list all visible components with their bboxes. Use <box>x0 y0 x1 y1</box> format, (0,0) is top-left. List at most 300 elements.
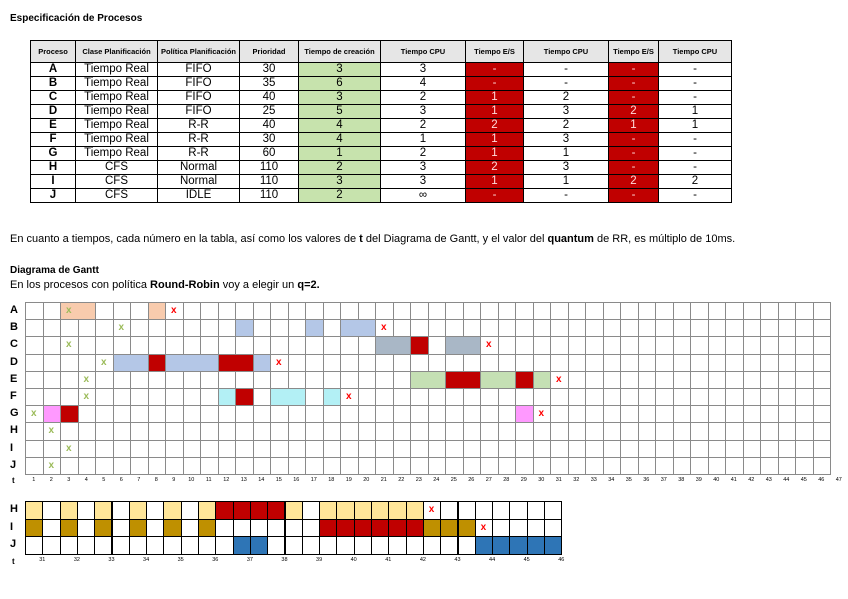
spec-row <box>31 133 732 147</box>
gantt-cell <box>568 302 587 320</box>
time-tick: 4 <box>84 477 88 483</box>
gantt-cell <box>130 371 149 389</box>
cfs-cell <box>406 501 424 520</box>
gantt-cell <box>25 354 44 372</box>
gantt-cell <box>428 440 447 458</box>
cfs-cell <box>492 501 510 520</box>
gantt-cell <box>463 422 482 440</box>
gantt-cell <box>358 336 377 354</box>
gantt-cell <box>445 388 464 406</box>
cfs-cell <box>77 501 95 520</box>
time-tick: 24 <box>433 477 440 483</box>
gantt-cell <box>43 354 62 372</box>
gantt-cell <box>393 319 412 337</box>
spec-row <box>31 105 732 119</box>
spec-cell: 1 <box>466 133 524 147</box>
time-tick: 21 <box>380 477 387 483</box>
cfs-cell <box>285 519 303 538</box>
gantt-cell <box>375 440 394 458</box>
gantt-block <box>60 405 79 423</box>
gantt-cell <box>183 319 202 337</box>
spec-cell: B <box>31 77 76 91</box>
page-title: Especificación de Procesos <box>10 13 143 24</box>
gantt-cell <box>305 336 324 354</box>
gantt-cell <box>218 336 237 354</box>
gantt-cell <box>165 319 184 337</box>
spec-cell: 1 <box>659 119 732 133</box>
cfs-time-tick: 33 <box>108 556 115 563</box>
gantt-cell <box>43 371 62 389</box>
gantt-cell <box>218 440 237 458</box>
gantt-cell <box>725 354 744 372</box>
cfs-cell <box>458 536 476 555</box>
cfs-cell <box>492 519 510 538</box>
spec-cell: 3 <box>381 175 466 189</box>
gantt-cell <box>498 440 517 458</box>
time-tick: 46 <box>818 477 825 483</box>
cfs-cell <box>336 519 354 538</box>
gantt-cell <box>708 388 727 406</box>
cfs-cell <box>129 536 147 555</box>
spec-cell: 1 <box>609 119 659 133</box>
spec-cell: - <box>609 189 659 203</box>
cfs-cell <box>319 501 337 520</box>
gantt-cell <box>463 457 482 475</box>
spec-cell: 3 <box>381 161 466 175</box>
cfs-cell <box>544 536 562 555</box>
gantt-cell <box>25 302 44 320</box>
gantt-mark: x <box>65 305 72 316</box>
spec-cell: 2 <box>299 161 381 175</box>
gantt-cell <box>533 388 552 406</box>
cfs-cell <box>302 501 320 520</box>
cfs-cell <box>319 536 337 555</box>
gantt-cell <box>270 336 289 354</box>
cfs-cell <box>475 536 493 555</box>
gantt-cell <box>690 371 709 389</box>
spec-cell: 30 <box>240 133 299 147</box>
time-tick: 16 <box>293 477 300 483</box>
gantt-cell <box>375 457 394 475</box>
spec-cell: - <box>659 133 732 147</box>
spec-cell: FIFO <box>158 91 240 105</box>
cfs-cell <box>423 536 441 555</box>
gantt-cell <box>568 422 587 440</box>
time-tick: 18 <box>328 477 335 483</box>
cfs-mark: x <box>480 521 487 533</box>
gantt-block <box>533 371 552 389</box>
cfs-cell <box>371 519 389 538</box>
gantt-cell <box>183 457 202 475</box>
cfs-time-tick: 38 <box>281 556 288 563</box>
gantt-cell <box>813 319 832 337</box>
gantt-cell <box>760 336 779 354</box>
gantt-cell <box>568 440 587 458</box>
time-tick: 7 <box>137 477 141 483</box>
cfs-time-tick: 42 <box>419 556 426 563</box>
gantt-cell <box>620 319 639 337</box>
gantt-cell <box>620 336 639 354</box>
gantt-cell <box>428 319 447 337</box>
gantt-mark: x <box>380 322 387 334</box>
gantt-mark: x <box>83 391 90 402</box>
gantt-block <box>515 371 534 389</box>
spec-cell: 2 <box>524 119 609 133</box>
gantt-cell <box>550 440 569 458</box>
gantt-cell <box>778 371 797 389</box>
gantt-cell <box>253 440 272 458</box>
time-tick: 22 <box>398 477 405 483</box>
gantt-cell <box>655 388 674 406</box>
gantt-cell <box>813 388 832 406</box>
gantt-cell <box>760 440 779 458</box>
gantt-mark: x <box>48 425 55 437</box>
gantt-cell <box>638 336 657 354</box>
gantt-cell <box>813 422 832 440</box>
gantt-cell <box>183 440 202 458</box>
spec-header-0: Proceso <box>31 41 76 63</box>
gantt-cell <box>673 405 692 423</box>
gantt-cell <box>568 336 587 354</box>
gantt-cell <box>358 405 377 423</box>
gantt-cell <box>340 336 359 354</box>
spec-cell: 2 <box>381 119 466 133</box>
spec-cell: 1 <box>466 105 524 119</box>
gantt-cell <box>95 302 114 320</box>
note-text: del Diagrama de Gantt, y el valor del <box>362 233 548 245</box>
gantt-row-label: F <box>10 390 17 402</box>
gantt-cell <box>655 440 674 458</box>
gantt-cell <box>288 440 307 458</box>
spec-row <box>31 63 732 77</box>
spec-cell: - <box>609 91 659 105</box>
gantt-cell <box>305 457 324 475</box>
gantt-cell <box>498 457 517 475</box>
cfs-cell <box>233 536 251 555</box>
gantt-cell <box>95 405 114 423</box>
gantt-cell <box>113 457 132 475</box>
gantt-cell <box>585 371 604 389</box>
spec-header-6: Tiempo E/S <box>466 41 524 63</box>
spec-cell: 30 <box>240 63 299 77</box>
spec-cell: - <box>609 77 659 91</box>
gantt-mark: x <box>485 339 492 351</box>
gantt-cell <box>813 371 832 389</box>
spec-cell: - <box>609 147 659 161</box>
gantt-row-label: G <box>10 407 19 420</box>
gantt-cell <box>358 371 377 389</box>
gantt-cell <box>515 319 534 337</box>
gantt-cell <box>673 422 692 440</box>
gantt-cell <box>218 302 237 320</box>
gantt-cell <box>305 371 324 389</box>
cfs-cell <box>181 519 199 538</box>
gantt-block <box>480 371 516 389</box>
gantt-cell <box>480 302 499 320</box>
cfs-cell <box>509 501 527 520</box>
spec-cell: 2 <box>466 119 524 133</box>
spec-cell: Tiempo Real <box>76 147 158 161</box>
spec-cell: 2 <box>609 105 659 119</box>
time-tick: 6 <box>119 477 123 483</box>
gantt-cell <box>340 354 359 372</box>
time-tick: 10 <box>188 477 195 483</box>
gantt-cell <box>60 371 79 389</box>
gantt-cell <box>725 388 744 406</box>
gantt-cell <box>410 319 429 337</box>
spec-cell: 3 <box>381 105 466 119</box>
spec-cell: 6 <box>299 77 381 91</box>
cfs-cell <box>509 519 527 538</box>
note-bold-t: t <box>359 233 363 245</box>
spec-cell: - <box>466 63 524 77</box>
gantt-cell <box>130 422 149 440</box>
gantt-cell <box>165 371 184 389</box>
gantt-cell <box>620 371 639 389</box>
gantt-row-label: C <box>10 338 18 351</box>
gantt-cell <box>218 319 237 337</box>
gantt-cell <box>690 422 709 440</box>
gantt-cell <box>78 354 97 372</box>
gantt-row-label: E <box>10 372 18 385</box>
gantt-cell <box>795 440 814 458</box>
gantt-cell <box>760 371 779 389</box>
spec-cell: 1 <box>466 91 524 105</box>
gantt-mark: x <box>170 305 177 316</box>
gantt-cell <box>480 319 499 337</box>
gantt-cell <box>25 388 44 406</box>
gantt-cell <box>638 354 657 372</box>
gantt-cell <box>253 302 272 320</box>
gantt-cell <box>253 422 272 440</box>
spec-cell: 5 <box>299 105 381 119</box>
gantt-cell <box>358 388 377 406</box>
gantt-block <box>218 388 237 406</box>
spec-header-9: Tiempo CPU <box>659 41 732 63</box>
cfs-cell <box>146 519 164 538</box>
gantt-cell <box>78 440 97 458</box>
gantt-cell <box>760 388 779 406</box>
gantt-cell <box>585 405 604 423</box>
gantt-cell <box>708 405 727 423</box>
cfs-cell <box>527 519 545 538</box>
gantt-cell <box>813 354 832 372</box>
gantt-cell <box>760 405 779 423</box>
gantt-cell <box>585 388 604 406</box>
cfs-time-tick: 44 <box>489 556 496 563</box>
gantt-cell <box>393 422 412 440</box>
gantt-cell <box>165 388 184 406</box>
gantt-cell <box>375 388 394 406</box>
gantt-cell <box>130 388 149 406</box>
gantt-cell <box>148 405 167 423</box>
cfs-cell <box>267 536 285 555</box>
cfs-cell <box>492 536 510 555</box>
cfs-cell <box>25 519 43 538</box>
gantt-cell <box>410 405 429 423</box>
spec-cell: J <box>31 189 76 203</box>
gantt-cell <box>305 422 324 440</box>
spec-cell: 1 <box>466 175 524 189</box>
spec-cell: R-R <box>158 119 240 133</box>
spec-cell: 2 <box>609 175 659 189</box>
gantt-cell <box>445 302 464 320</box>
gantt-cell <box>708 422 727 440</box>
cfs-cell <box>336 536 354 555</box>
spec-cell: F <box>31 133 76 147</box>
cfs-cell <box>458 501 476 520</box>
gantt-cell <box>375 354 394 372</box>
gantt-cell <box>375 302 394 320</box>
gantt-cell <box>463 319 482 337</box>
cfs-cell <box>215 519 233 538</box>
spec-cell: 60 <box>240 147 299 161</box>
gantt-cell <box>428 302 447 320</box>
cfs-cell <box>42 519 60 538</box>
time-tick: 33 <box>590 477 597 483</box>
gantt-cell <box>813 440 832 458</box>
gantt-cell <box>725 440 744 458</box>
gantt-cell <box>690 302 709 320</box>
gantt-cell <box>165 440 184 458</box>
gantt-block <box>218 354 254 372</box>
spec-cell: 2 <box>381 91 466 105</box>
spec-cell: 1 <box>659 105 732 119</box>
spec-cell: CFS <box>76 161 158 175</box>
subtitle-text: En los procesos con política <box>10 279 151 291</box>
spec-header-row <box>31 41 732 63</box>
gantt-cell <box>235 457 254 475</box>
gantt-cell <box>428 457 447 475</box>
cfs-cell <box>233 519 251 538</box>
gantt-cell <box>113 388 132 406</box>
gantt-cell <box>148 422 167 440</box>
gantt-cell <box>795 354 814 372</box>
gantt-cell <box>358 422 377 440</box>
spec-cell: Normal <box>158 161 240 175</box>
cfs-cell <box>371 536 389 555</box>
spec-cell: - <box>466 77 524 91</box>
spec-cell: IDLE <box>158 189 240 203</box>
spec-row <box>31 161 732 175</box>
spec-cell: 3 <box>524 133 609 147</box>
gantt-cell <box>585 302 604 320</box>
time-tick: 29 <box>520 477 527 483</box>
gantt-cell <box>585 354 604 372</box>
gantt-block <box>148 354 167 372</box>
gantt-cell <box>708 371 727 389</box>
gantt-cell <box>270 440 289 458</box>
cfs-cell <box>163 519 181 538</box>
time-units-note <box>10 233 735 245</box>
gantt-cell <box>568 405 587 423</box>
gantt-cell <box>358 354 377 372</box>
gantt-block <box>113 354 149 372</box>
cfs-time-tick: 41 <box>385 556 392 563</box>
gantt-cell <box>533 440 552 458</box>
gantt-cell <box>463 405 482 423</box>
gantt-cell <box>130 405 149 423</box>
gantt-cell <box>533 422 552 440</box>
gantt-cell <box>655 457 674 475</box>
gantt-cell <box>568 319 587 337</box>
cfs-cell <box>77 536 95 555</box>
gantt-cell <box>690 319 709 337</box>
gantt-cell <box>113 302 132 320</box>
spec-cell: 3 <box>299 63 381 77</box>
gantt-cell <box>393 388 412 406</box>
cfs-cell <box>527 536 545 555</box>
gantt-cell <box>550 405 569 423</box>
gantt-cell <box>218 457 237 475</box>
gantt-cell <box>603 319 622 337</box>
cfs-time-axis-label: t <box>12 556 15 566</box>
time-tick: 13 <box>240 477 247 483</box>
cfs-cell <box>267 519 285 538</box>
cfs-row-label: H <box>10 503 18 515</box>
cfs-cell <box>42 501 60 520</box>
cfs-cell <box>527 501 545 520</box>
gantt-cell <box>218 422 237 440</box>
gantt-cell <box>95 440 114 458</box>
gantt-cell <box>200 371 219 389</box>
spec-cell: Normal <box>158 175 240 189</box>
gantt-cell <box>428 354 447 372</box>
spec-cell: 40 <box>240 91 299 105</box>
cfs-cell <box>94 519 112 538</box>
cfs-cell <box>163 536 181 555</box>
time-tick: 26 <box>468 477 475 483</box>
gantt-block <box>305 319 324 337</box>
cfs-time-tick: 45 <box>523 556 530 563</box>
gantt-mark: x <box>48 459 55 471</box>
gantt-cell <box>795 371 814 389</box>
spec-cell: CFS <box>76 189 158 203</box>
gantt-cell <box>130 319 149 337</box>
gantt-cell <box>778 422 797 440</box>
gantt-cell <box>673 302 692 320</box>
time-tick: 41 <box>730 477 737 483</box>
gantt-cell <box>603 302 622 320</box>
gantt-cell <box>60 422 79 440</box>
gantt-cell <box>445 457 464 475</box>
gantt-cell <box>113 440 132 458</box>
gantt-cell <box>638 422 657 440</box>
gantt-cell <box>323 302 342 320</box>
spec-cell: 4 <box>299 133 381 147</box>
gantt-cell <box>375 422 394 440</box>
gantt-cell <box>550 319 569 337</box>
cfs-cell <box>302 536 320 555</box>
gantt-cell <box>498 422 517 440</box>
time-tick: 12 <box>223 477 230 483</box>
gantt-cell <box>515 457 534 475</box>
gantt-cell <box>673 440 692 458</box>
gantt-cell <box>533 457 552 475</box>
gantt-cell <box>235 336 254 354</box>
gantt-cell <box>480 422 499 440</box>
gantt-cell <box>533 336 552 354</box>
spec-cell: 2 <box>524 91 609 105</box>
gantt-cell <box>305 440 324 458</box>
gantt-cell <box>270 422 289 440</box>
gantt-cell <box>165 457 184 475</box>
gantt-cell <box>795 457 814 475</box>
gantt-cell <box>655 422 674 440</box>
cfs-cell <box>440 519 458 538</box>
gantt-cell <box>515 422 534 440</box>
gantt-cell <box>288 405 307 423</box>
